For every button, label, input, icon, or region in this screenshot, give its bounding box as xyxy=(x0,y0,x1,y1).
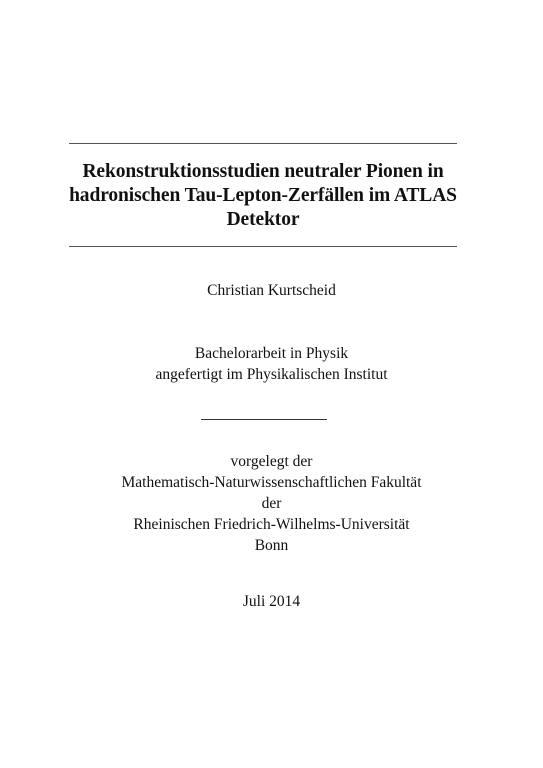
title-line-1: Rekonstruktionsstudien neutraler Pionen in xyxy=(82,161,444,182)
date-block xyxy=(40,591,503,612)
submission-line-1: vorgelegt der xyxy=(230,453,313,470)
title-bottom-rule xyxy=(69,246,457,247)
separator-rule xyxy=(201,419,327,420)
submission-line-3: der xyxy=(261,495,282,512)
thesis-title xyxy=(60,160,466,232)
submission-line-5: Bonn xyxy=(254,537,289,554)
author-block xyxy=(40,280,503,301)
title-line-2: hadronischen Tau-Lepton-Zerfällen im ATLAS xyxy=(69,185,457,206)
submission-line-4: Rheinischen Friedrich-Wilhelms-Universität xyxy=(133,516,410,533)
thesis-type-block xyxy=(40,343,503,385)
title-top-rule xyxy=(69,143,457,144)
submission-date: Juli 2014 xyxy=(242,593,301,610)
submission-block xyxy=(40,451,503,556)
title-line-3: Detektor xyxy=(226,209,300,230)
submission-line-2: Mathematisch-Naturwissenschaftlichen Fakultät xyxy=(121,474,422,491)
author-name: Christian Kurtscheid xyxy=(207,282,336,299)
thesis-type-line-1: Bachelorarbeit in Physik xyxy=(194,345,349,362)
thesis-type-line-2: angefertigt im Physikalischen Institut xyxy=(155,366,388,383)
